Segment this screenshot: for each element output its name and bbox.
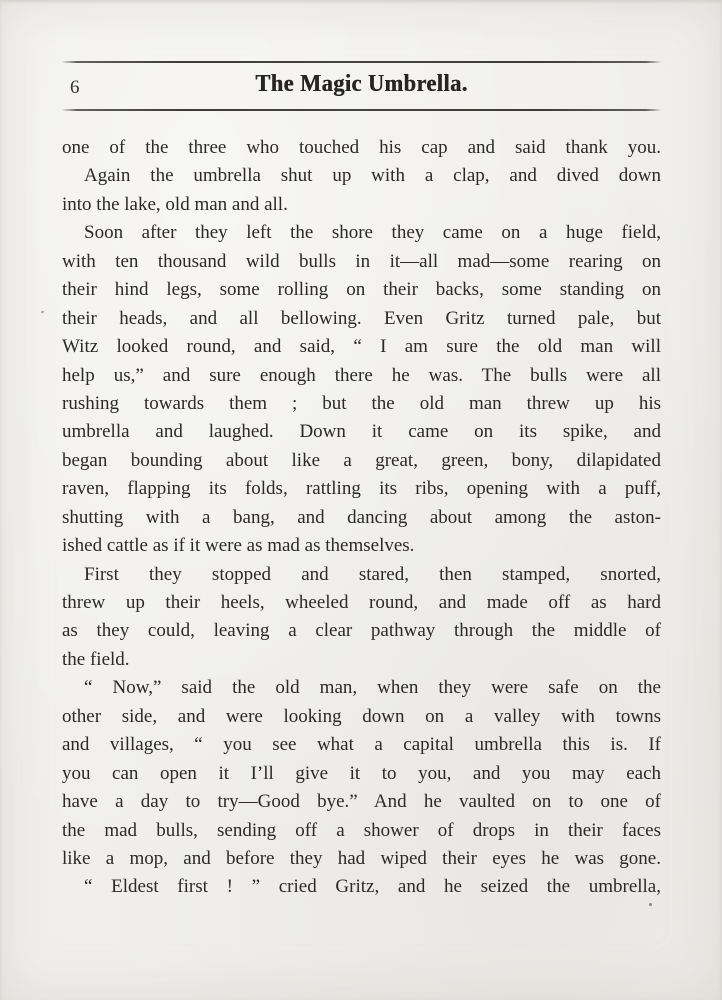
text-line: began bounding about like a great, green, bony, dilapidated: [62, 449, 661, 471]
text-line: with ten thousand wild bulls in it—all mad—some rearing on: [62, 250, 661, 272]
text-line: into the lake, old man and all.: [62, 193, 288, 215]
text-line: threw up their heels, wheeled round, and made off as hard: [62, 592, 661, 613]
text-line: raven, flapping its folds, rattling its ribs, opening with a puff,: [62, 478, 661, 500]
paper-speck: [649, 903, 652, 906]
header-rule-bottom: [62, 109, 661, 111]
page-body: [62, 134, 661, 902]
text-line: help us,” and sure enough there he was. The bulls were all: [62, 364, 661, 386]
text-line: have a day to try—Good bye.” And he vaulted on to one of: [62, 791, 661, 813]
text-line: “ Eldest first ! ” cried Gritz, and he seized the umbrella,: [84, 876, 661, 898]
text-line: one of the three who touched his cap and said thank you.: [62, 137, 661, 158]
header-rule-top: [62, 61, 661, 63]
text-line: ished cattle as if it were as mad as themselves.: [62, 535, 415, 557]
text-line: the field.: [62, 648, 130, 670]
page-number: 6: [70, 77, 80, 98]
text-line: the mad bulls, sending off a shower of drops in their faces: [62, 819, 661, 841]
text-line: shutting with a bang, and dancing about among the aston-: [62, 506, 661, 528]
running-head-title: The Magic Umbrella.: [255, 71, 468, 97]
paper-speck: [41, 310, 45, 313]
text-line: their hind legs, some rolling on their backs, some standing on: [62, 279, 661, 301]
text-line: you can open it I’ll give it to you, and you may each: [62, 762, 661, 784]
text-line: and villages, “ you see what a capital umbrella this is. If: [62, 734, 661, 756]
text-line: other side, and were looking down on a valley with towns: [62, 705, 661, 727]
text-line: “ Now,” said the old man, when they were safe on the: [84, 677, 661, 699]
text-line: as they could, leaving a clear pathway through the middle of: [62, 620, 661, 642]
text-line: rushing towards them ; but the old man threw up his: [62, 392, 661, 414]
text-line: like a mop, and before they had wiped their eyes he was gone.: [62, 847, 661, 869]
text-line: Soon after they left the shore they came on a huge field,: [84, 222, 661, 244]
text-line: Witz looked round, and said, “ I am sure the old man will: [62, 336, 661, 358]
text-line: umbrella and laughed. Down it came on its spike, and: [62, 421, 661, 443]
text-line: their heads, and all bellowing. Even Gritz turned pale, but: [62, 307, 661, 329]
text-line: Again the umbrella shut up with a clap, and dived down: [84, 165, 661, 187]
page-header: [62, 71, 661, 103]
text-line: First they stopped and stared, then stamped, snorted,: [84, 563, 661, 585]
